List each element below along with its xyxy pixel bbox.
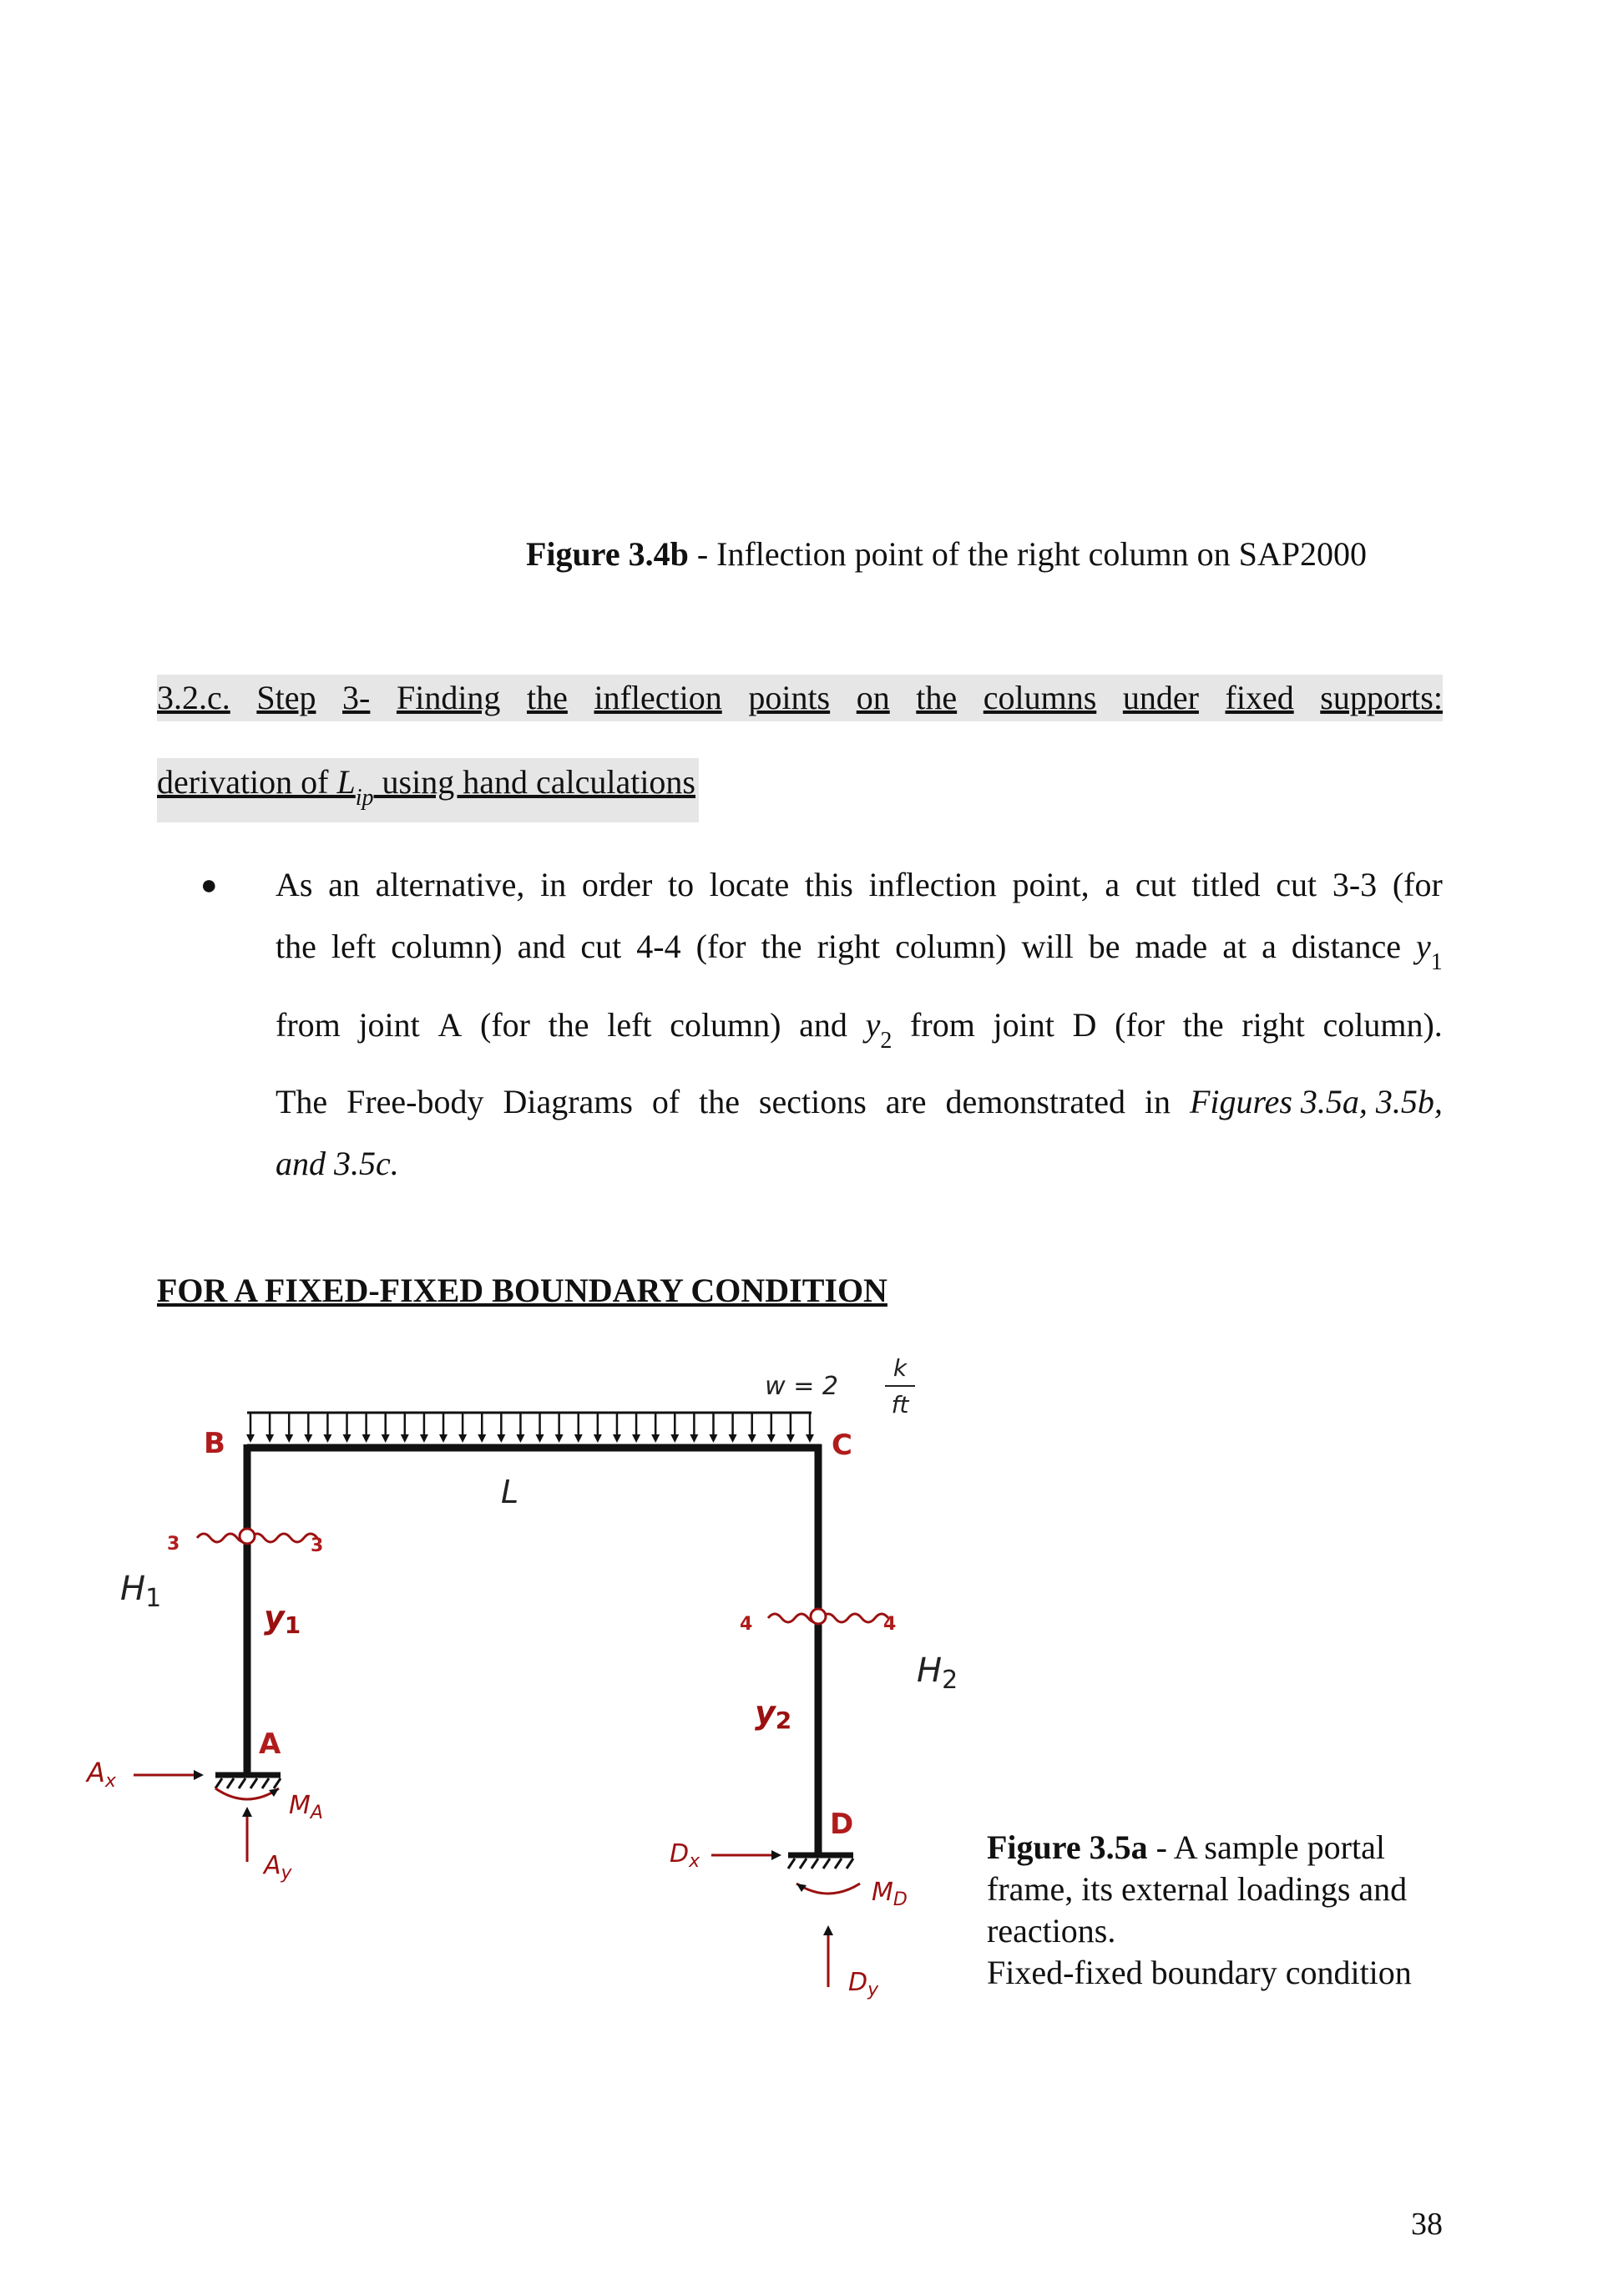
load-w-label: w = 2 xyxy=(765,1372,838,1401)
paragraph-word: demonstrated xyxy=(945,1083,1125,1120)
paragraph-word: distance xyxy=(1291,928,1401,965)
load-arrow-head xyxy=(420,1434,428,1443)
load-arrow-head xyxy=(304,1434,312,1443)
paragraph-word: column) xyxy=(895,928,1007,965)
cut-3-left-label: 3 xyxy=(167,1534,180,1555)
paragraph-word: left xyxy=(607,1006,652,1044)
reaction-Ay-arrow xyxy=(242,1807,252,1862)
var-y1: $y_1$ xyxy=(1416,928,1443,975)
fixed-support-D xyxy=(788,1855,853,1869)
heading-word: Step xyxy=(256,679,316,716)
cut-3-right-label: 3 xyxy=(311,1535,324,1556)
y1-label: y1 xyxy=(264,1599,301,1639)
Ax-label: Ax xyxy=(87,1757,116,1792)
heading-derivation-text: derivation of xyxy=(157,763,337,801)
y2-label: y2 xyxy=(755,1694,792,1734)
load-arrow-head xyxy=(323,1434,331,1443)
H1-label: $H_1$ xyxy=(120,1570,162,1613)
cut-4-right-label: 4 xyxy=(883,1614,897,1635)
load-arrow-head xyxy=(343,1434,351,1443)
cut-4-left-label: 4 xyxy=(740,1614,753,1635)
load-arrow-head xyxy=(246,1434,255,1443)
figure-reference: Figures 3.5a, 3.5b, xyxy=(1189,1083,1443,1120)
heading-word: points xyxy=(748,679,831,716)
heading-word: on xyxy=(856,679,890,716)
figure-3-4b-caption xyxy=(526,534,1367,574)
load-arrow-head xyxy=(362,1434,371,1443)
paragraph-line4 xyxy=(276,1085,1443,1119)
paragraph-word: (for xyxy=(480,1006,530,1044)
MD-label: $M_D$ xyxy=(872,1878,908,1910)
paragraph-word: 3-3 xyxy=(1332,866,1378,903)
load-arrow-head xyxy=(670,1434,679,1443)
paragraph-line3 xyxy=(276,1006,1443,1054)
paragraph-word: an xyxy=(328,866,360,903)
bullet-dot: ● xyxy=(200,870,218,901)
fixed-support-A xyxy=(215,1775,281,1788)
paragraph-word: cut xyxy=(1276,866,1317,903)
load-arrow-head xyxy=(497,1434,505,1443)
load-arrow-head xyxy=(786,1434,795,1443)
paragraph-word: cut xyxy=(1135,866,1176,903)
heading-word: 3- xyxy=(342,679,371,716)
paragraph-word: are xyxy=(885,1083,927,1120)
paragraph-word: at xyxy=(1222,928,1247,965)
reaction-Dy-arrow xyxy=(823,1925,833,1987)
heading-sub-ip: ip xyxy=(355,785,374,811)
load-arrow-head xyxy=(574,1434,583,1443)
figure-3-4b-text: - Inflection point of the right column on SAP2000 xyxy=(688,535,1367,573)
load-arrow-head xyxy=(767,1434,776,1443)
paragraph-word: the xyxy=(548,1006,589,1044)
paragraph-line5: and 3.5c. xyxy=(276,1145,399,1182)
paragraph-word: sections xyxy=(758,1083,867,1120)
paragraph-word: inflection xyxy=(868,866,997,903)
load-arrow-head xyxy=(382,1434,390,1443)
paragraph-word: Free-body xyxy=(346,1083,484,1120)
paragraph-word: right xyxy=(1241,1006,1305,1044)
figure-3-5a-caption xyxy=(987,1827,1454,1994)
paragraph-word: of xyxy=(651,1083,680,1120)
joint-C-label: C xyxy=(832,1429,852,1462)
paragraph-word: in xyxy=(1144,1083,1171,1120)
paragraph-word: The xyxy=(276,1083,328,1120)
load-arrow-head xyxy=(401,1434,409,1443)
load-arrow-head xyxy=(285,1434,293,1443)
heading-word: Finding xyxy=(396,679,501,716)
span-L-label: L xyxy=(501,1474,519,1510)
paragraph-word: (for xyxy=(695,928,746,965)
load-arrow-head xyxy=(748,1434,756,1443)
distributed-load xyxy=(246,1413,814,1443)
heading-hand-calc-text: using hand calculations xyxy=(373,763,695,801)
paragraph-word: D xyxy=(1072,1006,1097,1044)
load-arrow-head xyxy=(478,1434,486,1443)
load-arrow-head xyxy=(729,1434,737,1443)
heading-word: columns xyxy=(983,679,1097,716)
load-arrow-head xyxy=(651,1434,660,1443)
paragraph-word: this xyxy=(804,866,853,903)
reaction-MD-arc xyxy=(796,1884,860,1894)
paragraph-word: will xyxy=(1021,928,1074,965)
paragraph-word: from xyxy=(276,1006,341,1044)
paragraph-word: and xyxy=(799,1006,847,1044)
load-arrow-head xyxy=(265,1434,274,1443)
paragraph-line2 xyxy=(276,928,1443,975)
Dx-label: $D_x$ xyxy=(670,1839,700,1872)
fixed-fixed-heading: FOR A FIXED-FIXED BOUNDARY CONDITION xyxy=(157,1272,887,1309)
paragraph-word: cut xyxy=(580,928,622,965)
cut-3-3 xyxy=(197,1529,317,1544)
load-arrow-head xyxy=(594,1434,602,1443)
paragraph-word: the xyxy=(276,928,316,965)
paragraph-word: point, xyxy=(1012,866,1090,903)
paragraph-word: right xyxy=(817,928,881,965)
heading-word: supports: xyxy=(1320,679,1443,716)
cut-4-4 xyxy=(768,1609,888,1624)
H2-label: $H_2$ xyxy=(917,1651,958,1695)
load-arrow-head xyxy=(806,1434,814,1443)
load-arrow-head xyxy=(613,1434,621,1443)
paragraph-word: Diagrams xyxy=(503,1083,633,1120)
joint-D-label: D xyxy=(830,1808,854,1841)
paragraph-word: a xyxy=(1105,866,1120,903)
var-y2: $y_2$ xyxy=(865,1006,893,1054)
paragraph-word: made xyxy=(1135,928,1208,965)
load-unit-numerator: k xyxy=(893,1354,908,1382)
paragraph-word: the xyxy=(1182,1006,1224,1044)
load-arrow-head xyxy=(632,1434,640,1443)
paragraph-word: the xyxy=(699,1083,740,1120)
paragraph-word: locate xyxy=(709,866,790,903)
heading-word: 3.2.c. xyxy=(157,679,230,716)
paragraph-word: 4-4 xyxy=(636,928,681,965)
paragraph-word: A xyxy=(437,1006,463,1044)
load-arrow-head xyxy=(555,1434,564,1443)
paragraph-word: a xyxy=(1262,928,1277,965)
paragraph-word: As xyxy=(276,866,313,903)
paragraph-line1 xyxy=(276,868,1443,902)
paragraph-word: be xyxy=(1088,928,1120,965)
load-unit-denominator: ft xyxy=(891,1391,909,1419)
section-heading-line2 xyxy=(157,758,699,822)
paragraph-word: joint xyxy=(358,1006,420,1044)
inflection-point-right xyxy=(811,1609,826,1624)
joint-A-label: A xyxy=(259,1727,281,1761)
paragraph-word: column) xyxy=(670,1006,781,1044)
load-arrow-head xyxy=(439,1434,448,1443)
load-arrow-head xyxy=(709,1434,717,1443)
Ay-label: $A_y$ xyxy=(264,1851,292,1884)
figure-3-5a-text: - A sample portal frame, its external loadings and reactions. xyxy=(987,1828,1408,1950)
heading-word: fixed xyxy=(1225,679,1294,716)
paragraph-word: alternative, xyxy=(375,866,525,903)
paragraph-word: order xyxy=(581,866,653,903)
figure-3-5a-line2: Fixed-fixed boundary condition xyxy=(987,1954,1412,1991)
paragraph-word: from xyxy=(910,1006,975,1044)
paragraph-word: (for xyxy=(1115,1006,1166,1044)
paragraph-word: column). xyxy=(1322,1006,1443,1044)
heading-var-L: L xyxy=(336,763,356,801)
frame xyxy=(247,1444,822,1855)
load-arrow-head xyxy=(690,1434,698,1443)
page-number: 38 xyxy=(1411,2207,1443,2242)
heading-word: the xyxy=(527,679,568,716)
paragraph-word: column) xyxy=(391,928,503,965)
figure-3-4b-label: Figure 3.4b xyxy=(526,535,689,573)
load-arrow-head xyxy=(516,1434,524,1443)
paragraph-word: titled xyxy=(1191,866,1261,903)
reaction-MA-arc xyxy=(215,1788,279,1799)
paragraph-word: the xyxy=(761,928,802,965)
paragraph-word: in xyxy=(540,866,567,903)
paragraph-word: left xyxy=(331,928,377,965)
section-heading-line1 xyxy=(157,675,1443,721)
load-arrow-head xyxy=(458,1434,467,1443)
MA-label: $M_A$ xyxy=(289,1791,323,1823)
paragraph-word: joint xyxy=(993,1006,1054,1044)
figure-3-5a-label: Figure 3.5a xyxy=(987,1828,1148,1866)
heading-word: under xyxy=(1122,679,1199,716)
reaction-Ax-arrow xyxy=(134,1770,204,1780)
load-arrow-head xyxy=(536,1434,544,1443)
heading-word: the xyxy=(916,679,958,716)
joint-B-label: B xyxy=(204,1427,225,1460)
paragraph-word: (for xyxy=(1392,866,1443,903)
reaction-Dx-arrow xyxy=(711,1850,781,1860)
heading-word: inflection xyxy=(594,679,722,716)
paragraph-word: to xyxy=(667,866,695,903)
paragraph-word: and xyxy=(517,928,566,965)
Dy-label: $D_y$ xyxy=(848,1968,879,2000)
inflection-point-left xyxy=(240,1529,255,1544)
